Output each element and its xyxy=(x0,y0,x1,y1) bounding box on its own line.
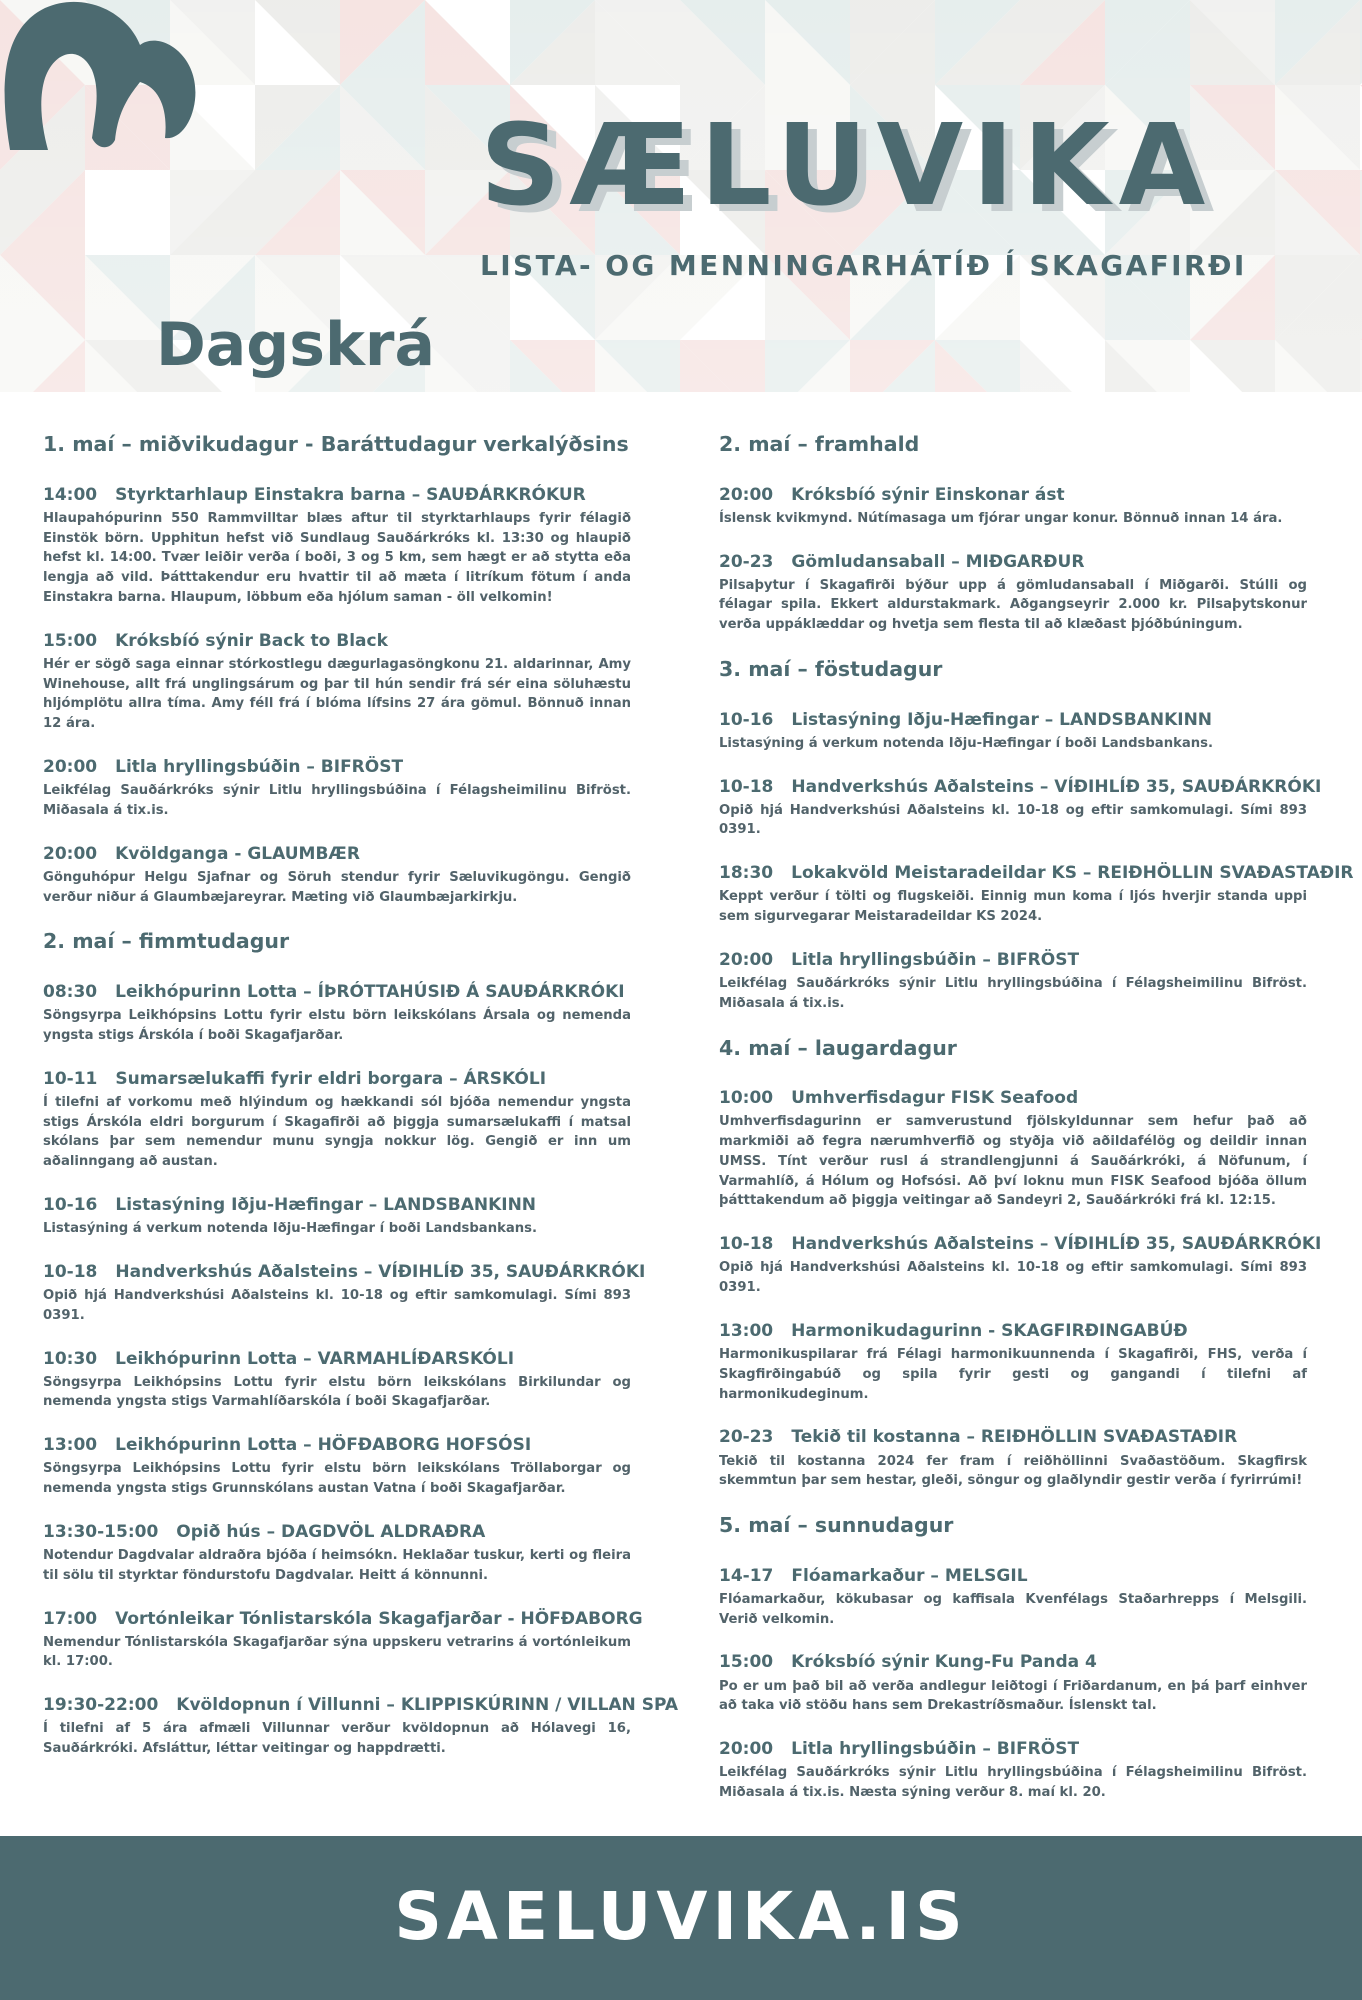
event-description: Keppt verður í tölti og flugskeiði. Einnig mun koma í ljós hverjir standa uppi sem sigurvegarar Meistaradeildar KS 2024. xyxy=(719,889,1307,925)
event-header xyxy=(43,1194,631,1216)
event-description: Harmonikuspilarar frá Félagi harmonikuunnenda í Skagafirði, FHS, verða í Skagfirðingabúð og spila fyrir gesti og gangandi í tilefni af harmonikudeginum. xyxy=(719,1347,1307,1402)
event-time: 13:00 xyxy=(43,1435,98,1456)
event-time: 14:00 xyxy=(43,484,98,505)
event-title: Opið hús – DAGDVÖL ALDRAÐRA xyxy=(176,1521,486,1542)
schedule-column-left xyxy=(43,432,679,1781)
event-header xyxy=(43,1261,646,1283)
event-item xyxy=(719,1320,1307,1404)
day-section xyxy=(719,1513,1307,1803)
event-time: 18:30 xyxy=(719,863,774,884)
event-header xyxy=(719,862,1354,884)
event-time: 10-18 xyxy=(719,1234,774,1255)
event-description: Söngsyrpa Leikhópsins Lottu fyrir elstu börn leikskólans Ársala og nemenda yngsta stigs Árskóla í boði Skagafjarðar. xyxy=(43,1008,631,1043)
event-description: Gönguhópur Helgu Sjafnar og Söruh stendur fyrir Sæluvikugöngu. Gengið verður niður á Glaumbæjareyrar. Mæting við Glaumbæjarkirkju. xyxy=(43,869,631,905)
event-title: Kvöldopnun í Villunni – KLIPPISKÚRINN / VILLAN SPA xyxy=(176,1695,679,1716)
day-section xyxy=(43,929,679,1759)
event-time: 10-18 xyxy=(43,1261,98,1282)
event-item xyxy=(43,1194,631,1239)
event-header xyxy=(719,1320,1307,1342)
day-section xyxy=(719,657,1354,1014)
schedule-column-right xyxy=(719,432,1354,1825)
event-description: Hér er sögð saga einnar stórkostlegu dægurlagasöngkonu 21. aldarinnar, Amy Winehouse, allt frá unglingsárum og þar til hún sendir frá sér eina söluhæstu hljómplötu allra tíma. Amy féll frá í blóma lífsins 27 ára gömul. Bönnuð innan 12 ára. xyxy=(43,656,631,732)
event-time: 13:00 xyxy=(719,1320,774,1341)
event-time: 20:00 xyxy=(719,484,774,505)
event-item xyxy=(43,630,631,734)
event-description: Söngsyrpa Leikhópsins Lottu fyrir elstu börn leikskólans Tröllaborgar og nemenda yngsta stigs Grunnskólans austan Vatna í boði Skagafjarðar. xyxy=(43,1461,631,1497)
event-item xyxy=(719,1426,1307,1491)
event-description: Opið hjá Handverkshúsi Aðalsteins kl. 10-18 og eftir samkomulagi. Sími 893 0391. xyxy=(719,802,1307,838)
event-header xyxy=(719,1565,1307,1587)
event-time: 08:30 xyxy=(43,981,98,1002)
brand-title: SÆLUVIKA xyxy=(480,101,1215,231)
event-item xyxy=(43,981,631,1046)
event-header xyxy=(43,484,631,506)
event-time: 20:00 xyxy=(719,1739,774,1760)
event-description: Umhverfisdagurinn er samverustund fjölskyldunnar sem hefur það að markmiði að fegra nærumhverfið og styðja við aðildafélög og deildir innan UMSS. Tínt verður rusl á strandlengjunni á Sauðárkróki, á Nöfunum, í Varmahlíð, á Hólum og Hofsósi. Að því loknu mun FISK Seafood bjóða öllum þátttakendum að þiggja veitingar að Sandeyri 2, Sauðárkróki frá kl. 12:15. xyxy=(719,1114,1307,1209)
day-heading: 1. maí – miðvikudagur - Baráttudagur verkalýðsins xyxy=(43,432,629,456)
event-time: 10:30 xyxy=(43,1348,98,1369)
event-time: 10:00 xyxy=(719,1088,774,1109)
event-item xyxy=(43,1521,631,1586)
event-header xyxy=(43,1348,631,1370)
event-header xyxy=(719,1426,1307,1448)
event-item xyxy=(43,1348,631,1413)
event-description: Í tilefni af vorkomu með hlýindum og hækkandi sól bjóða nemendur yngsta stigs Árskóla eldri borgurum í Skagafirði að þiggja sumarsælukaffi í matsal skólans þar sem nemendur munu syngja nokkur lög. Gengið er inn um aðalinngang að austan. xyxy=(43,1094,631,1170)
event-header xyxy=(719,1651,1307,1673)
event-item xyxy=(719,1651,1307,1716)
day-heading: 3. maí – föstudagur xyxy=(719,657,943,681)
event-time: 15:00 xyxy=(43,630,98,651)
event-item xyxy=(719,709,1307,754)
doc-title: Dagskrá xyxy=(156,310,435,380)
event-time: 10-16 xyxy=(719,709,774,730)
event-title: Styrktarhlaup Einstakra barna – SAUÐÁRKRÓKUR xyxy=(115,484,586,505)
event-title: Handverkshús Aðalsteins – VÍÐIHLÍÐ 35, SAUÐÁRKRÓKI xyxy=(791,1234,1322,1255)
event-title: Handverkshús Aðalsteins – VÍÐIHLÍÐ 35, SAUÐÁRKRÓKI xyxy=(791,776,1322,797)
event-title: Gömludansaball – MIÐGARÐUR xyxy=(791,551,1085,572)
event-item xyxy=(43,1694,679,1759)
day-section xyxy=(719,432,1307,635)
event-title: Tekið til kostanna – REIÐHÖLLIN SVAÐASTAÐIR xyxy=(791,1427,1238,1448)
event-title: Leikhópurinn Lotta – HÖFÐABORG HOFSÓSI xyxy=(115,1435,532,1456)
website-url[interactable]: SAELUVIKA.IS xyxy=(394,1877,968,1955)
day-heading: 2. maí – fimmtudagur xyxy=(43,929,290,954)
event-title: Vortónleikar Tónlistarskóla Skagafjarðar - HÖFÐABORG xyxy=(115,1608,643,1629)
event-description: Opið hjá Handverkshúsi Aðalsteins kl. 10-18 og eftir samkomulagi. Sími 893 0391. xyxy=(43,1287,631,1323)
event-title: Litla hryllingsbúðin – BIFRÖST xyxy=(115,756,404,777)
event-item xyxy=(719,949,1307,1014)
event-header xyxy=(719,551,1307,573)
event-item xyxy=(43,1608,643,1673)
event-time: 14-17 xyxy=(719,1565,774,1586)
event-description: Hlaupahópurinn 550 Rammvilltar blæs aftur til styrktarhlaups fyrir félagið Einstök börn. Upphitun hefst við Sundlaug Sauðárkróks kl. 13:30 og hlaupið hefst kl. 14:00. Tvær leiðir verða í boði, 3 og 5 km, sem hægt er að stytta eða lengja að vild. Þátttakendur eru hvattir til að mæta í litríkum fötum í anda Einstakra barna. Hlaupum, löbbum eða hjólum saman - öll velkomin! xyxy=(43,510,631,605)
event-time: 17:00 xyxy=(43,1608,98,1629)
event-header xyxy=(719,484,1307,506)
event-description: Flóamarkaður, kökubasar og kaffisala Kvenfélags Staðarhrepps í Melsgili. Verið velkomin. xyxy=(719,1591,1307,1627)
event-time: 20-23 xyxy=(719,1427,774,1448)
event-title: Leikhópurinn Lotta – VARMAHLÍÐARSKÓLI xyxy=(115,1348,515,1369)
event-item xyxy=(43,756,631,821)
event-time: 20:00 xyxy=(43,843,98,864)
event-time: 10-16 xyxy=(43,1194,98,1215)
event-item xyxy=(719,1738,1307,1803)
event-header xyxy=(719,1087,1307,1109)
event-time: 13:30-15:00 xyxy=(43,1521,159,1542)
event-header xyxy=(719,1738,1307,1760)
event-title: Leikhópurinn Lotta – ÍÞRÓTTAHÚSIÐ Á SAUÐÁRKRÓKI xyxy=(115,981,625,1002)
event-description: Leikfélag Sauðárkróks sýnir Litlu hryllingsbúðina í Félagsheimilinu Bifröst. Miðasala á tix.is. Næsta sýning verður 8. maí kl. 20. xyxy=(719,1765,1307,1801)
header-banner xyxy=(0,0,1362,392)
event-item xyxy=(719,1087,1307,1211)
event-description: Tekið til kostanna 2024 fer fram í reiðhöllinni Svaðastöðum. Skagfirsk skemmtun þar sem hestar, gleði, söngur og glaðlyndir gestir verða í fyrirrúmi! xyxy=(719,1453,1307,1489)
event-title: Litla hryllingsbúðin – BIFRÖST xyxy=(791,949,1080,970)
event-description: Notendur Dagdvalar aldraðra bjóða í heimsókn. Heklaðar tuskur, kerti og fleira til sölu til styrktar föndurstofu Dagdvalar. Heitt á könnunni. xyxy=(43,1548,631,1583)
day-heading: 2. maí – framhald xyxy=(719,432,920,456)
day-heading: 5. maí – sunnudagur xyxy=(719,1513,954,1538)
event-header xyxy=(43,756,631,778)
event-title: Króksbíó sýnir Einskonar ást xyxy=(791,484,1065,505)
event-time: 19:30-22:00 xyxy=(43,1695,159,1716)
event-title: Króksbíó sýnir Kung-Fu Panda 4 xyxy=(791,1652,1097,1673)
event-item xyxy=(719,551,1307,635)
event-time: 10-11 xyxy=(43,1068,98,1089)
event-description: Po er um það bil að verða andlegur leiðtogi í Friðardanum, en þá þarf einhver að taka við stöðu hans sem Drekastríðsmaður. Íslenskt tal. xyxy=(719,1678,1307,1714)
day-section xyxy=(43,432,631,907)
event-time: 15:00 xyxy=(719,1652,774,1673)
event-description: Í tilefni af 5 ára afmæli Villunnar verður kvöldopnun að Hólavegi 16, Sauðárkróki. Afsláttur, léttar veitingar og happdrætti. xyxy=(43,1721,631,1757)
event-header xyxy=(43,1068,631,1090)
event-item xyxy=(719,1565,1307,1630)
event-title: Handverkshús Aðalsteins – VÍÐIHLÍÐ 35, SAUÐÁRKRÓKI xyxy=(115,1261,646,1282)
event-description: Listasýning á verkum notenda Iðju-Hæfingar í boði Landsbankans. xyxy=(43,1221,537,1237)
event-description: Söngsyrpa Leikhópsins Lottu fyrir elstu börn leikskólans Birkilundar og nemenda yngsta stigs Varmahlíðarskóla í boði Skagafjarðar. xyxy=(43,1374,631,1410)
event-item xyxy=(719,776,1322,841)
footer-banner xyxy=(0,1836,1362,2000)
event-header xyxy=(719,949,1307,971)
event-header xyxy=(43,1694,679,1716)
event-item xyxy=(43,1068,631,1172)
saeluvika-logo-icon xyxy=(0,0,200,160)
event-time: 20-23 xyxy=(719,551,774,572)
event-title: Króksbíó sýnir Back to Black xyxy=(115,630,388,651)
event-header xyxy=(43,1521,631,1543)
event-title: Lokakvöld Meistaradeildar KS – REIÐHÖLLIN SVAÐASTAÐIR xyxy=(791,863,1354,884)
event-header xyxy=(43,1434,631,1456)
event-title: Sumarsælukaffi fyrir eldri borgara – ÁRSKÓLI xyxy=(115,1068,547,1089)
day-section xyxy=(719,1035,1322,1492)
event-item xyxy=(719,862,1354,927)
event-description: Listasýning á verkum notenda Iðju-Hæfingar í boði Landsbankans. xyxy=(719,735,1213,751)
event-description: Leikfélag Sauðárkróks sýnir Litlu hryllingsbúðina í Félagsheimilinu Bifröst. Miðasala á tix.is. xyxy=(43,783,631,818)
event-item xyxy=(43,484,631,608)
event-header xyxy=(43,630,631,652)
event-title: Kvöldganga - GLAUMBÆR xyxy=(115,843,360,864)
event-header xyxy=(719,1233,1322,1255)
event-header xyxy=(43,1608,643,1630)
event-header xyxy=(43,981,631,1003)
event-title: Umhverfisdagur FISK Seafood xyxy=(791,1088,1079,1109)
event-description: Opið hjá Handverkshúsi Aðalsteins kl. 10-18 og eftir samkomulagi. Sími 893 0391. xyxy=(719,1260,1307,1296)
event-title: Flóamarkaður – MELSGIL xyxy=(791,1565,1028,1586)
brand-subtitle: LISTA- OG MENNINGARHÁTÍÐ Í SKAGAFIRÐI xyxy=(480,249,1247,282)
event-item xyxy=(43,1434,631,1499)
event-description: Leikfélag Sauðárkróks sýnir Litlu hryllingsbúðina í Félagsheimilinu Bifröst. Miðasala á tix.is. xyxy=(719,975,1307,1011)
event-item xyxy=(43,1261,646,1326)
event-header xyxy=(43,843,631,865)
event-title: Harmonikudagurinn - SKAGFIRÐINGABÚÐ xyxy=(791,1320,1188,1341)
event-title: Litla hryllingsbúðin – BIFRÖST xyxy=(791,1739,1080,1760)
event-title: Listasýning Iðju-Hæfingar – LANDSBANKINN xyxy=(115,1194,537,1215)
day-heading: 4. maí – laugardagur xyxy=(719,1035,957,1060)
event-description: Pilsaþytur í Skagafirði býður upp á gömludansaball í Miðgarði. Stúlli og félagar spila. Ekkert aldurstakmark. Aðgangseyrir 2.000 kr. Pilsaþytskonur verða uppáklæddar og hvetja sem flesta til að klæðast þjóðbúningum. xyxy=(719,577,1307,633)
event-item xyxy=(719,484,1307,529)
event-time: 20:00 xyxy=(43,756,98,777)
event-header xyxy=(719,776,1322,798)
event-time: 10-18 xyxy=(719,776,774,797)
event-time: 20:00 xyxy=(719,949,774,970)
event-item xyxy=(43,843,631,908)
event-description: Nemendur Tónlistarskóla Skagafjarðar sýna uppskeru vetrarins á vortónleikum kl. 17:00. xyxy=(43,1634,631,1670)
event-header xyxy=(719,709,1307,731)
event-description: Íslensk kvikmynd. Nútímasaga um fjórar ungar konur. Bönnuð innan 14 ára. xyxy=(719,510,1283,526)
event-title: Listasýning Iðju-Hæfingar – LANDSBANKINN xyxy=(791,709,1213,730)
event-item xyxy=(719,1233,1322,1298)
